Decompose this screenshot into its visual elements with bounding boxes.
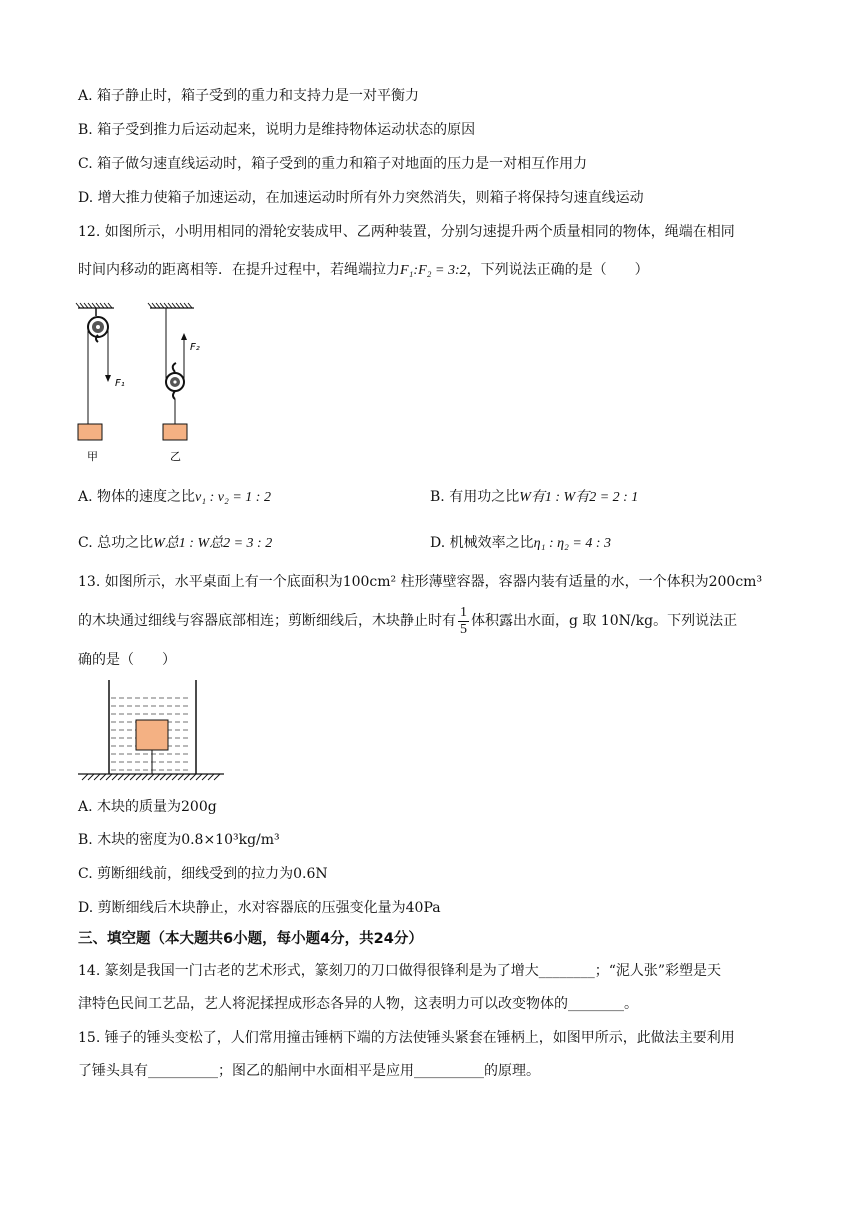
q13-option-d: D. 剪断细线后木块静止，水对容器底的压强变化量为40Pa xyxy=(78,900,441,916)
q13-stem-line2 xyxy=(78,604,800,638)
q11-option-d: D. 增大推力使箱子加速运动，在加速运动时所有外力突然消失，则箱子将保持匀速直线运动 xyxy=(78,190,644,206)
q12-option-b-text: B. 有用功之比 xyxy=(430,489,520,505)
label-f1: F₁ xyxy=(115,378,125,389)
q13-stem-line3: 确的是（ ） xyxy=(78,652,176,668)
q13-stem-tail: 体积露出水面，g 取 10N/kg。下列说法正 xyxy=(471,613,738,629)
f2-arrow xyxy=(181,333,187,340)
ceiling-jia xyxy=(76,303,114,308)
wood-block xyxy=(136,720,168,750)
q12-stem-line1: 12. 如图所示，小明用相同的滑轮安装成甲、乙两种装置，分别匀速提升两个质量相同的物体，绳端在相同 xyxy=(78,224,735,240)
container-figure xyxy=(78,680,228,786)
q13-option-c: C. 剪断细线前，细线受到的拉力为0.6N xyxy=(78,866,328,882)
label-f2: F₂ xyxy=(190,342,200,353)
q11-option-b: B. 箱子受到推力后运动起来，说明力是维持物体运动状态的原因 xyxy=(78,122,476,138)
q12-option-b-eq: W有1 : W有2 = 2 : 1 xyxy=(519,490,639,505)
label-jia: 甲 xyxy=(87,450,98,463)
q12-option-a-eq: v₁ : v₂ = 1 : 2 xyxy=(195,490,271,505)
q13-stem-line1: 13. 如图所示，水平桌面上有一个底面积为100cm² 柱形薄壁容器，容器内装有适量的水，一个体积为200cm³ xyxy=(78,574,763,590)
q12-option-d-eq: η₁ : η₂ = 4 : 3 xyxy=(533,536,612,551)
q12-force-ratio: F₁:F₂ = 3:2 xyxy=(400,263,467,278)
q12-stem-text: 时间内移动的距离相等．在提升过程中，若绳端拉力 xyxy=(78,262,400,278)
q11-option-c: C. 箱子做匀速直线运动时，箱子受到的重力和箱子对地面的压力是一对相互作用力 xyxy=(78,156,588,172)
q14-line1: 14. 篆刻是我国一门古老的艺术形式，篆刻刀的刀口做得很锋利是为了增大________；“泥人张”彩塑是天 xyxy=(78,963,722,979)
q12-stem-tail: ，下列说法正确的是（ ） xyxy=(466,262,649,278)
q15-line2: 了锤头具有__________；图乙的船闸中水面相平是应用__________的原理。 xyxy=(78,1063,540,1079)
block-jia xyxy=(78,424,102,440)
ceiling-yi xyxy=(148,303,194,308)
q11-option-a: A. 箱子静止时，箱子受到的重力和支持力是一对平衡力 xyxy=(78,88,420,104)
label-yi: 乙 xyxy=(170,450,181,463)
q15-line1: 15. 锤子的锤头变松了，人们常用撞击锤柄下端的方法使锤头紧套在锤柄上，如图甲所示，此做法主要利用 xyxy=(78,1030,735,1046)
section-heading: 三、填空题（本大题共6小题，每小题4分，共24分） xyxy=(78,931,423,947)
q12-option-b xyxy=(430,487,638,508)
q12-option-c-eq: W总1 : W总2 = 3 : 2 xyxy=(153,536,273,551)
fraction-numerator: 1 xyxy=(460,604,467,620)
q12-option-c-text: C. 总功之比 xyxy=(78,535,154,551)
q12-option-c xyxy=(78,533,272,554)
fraction-one-fifth xyxy=(458,605,469,638)
block-yi xyxy=(163,424,187,440)
q12-option-d-text: D. 机械效率之比 xyxy=(430,535,534,551)
q12-option-a xyxy=(78,487,271,508)
q13-option-a: A. 木块的质量为200g xyxy=(78,799,217,815)
q13-option-b: B. 木块的密度为0.8×10³kg/m³ xyxy=(78,832,280,848)
fraction-denominator: 5 xyxy=(460,621,467,637)
q14-line2: 津特色民间工艺品，艺人将泥揉捏成形态各异的人物，这表明力可以改变物体的________。 xyxy=(78,996,638,1012)
f1-arrow xyxy=(105,375,111,382)
q12-stem-line2 xyxy=(78,260,800,281)
q12-option-a-text: A. 物体的速度之比 xyxy=(78,489,196,505)
movable-pulley-yi xyxy=(166,308,184,424)
table-surface xyxy=(78,774,224,780)
q12-option-d xyxy=(430,533,611,554)
pulley-figure xyxy=(70,300,220,470)
q13-stem-text: 的木块通过细线与容器底部相连；剪断细线后，木块静止时有 xyxy=(78,613,456,629)
fixed-pulley-jia xyxy=(88,308,108,424)
